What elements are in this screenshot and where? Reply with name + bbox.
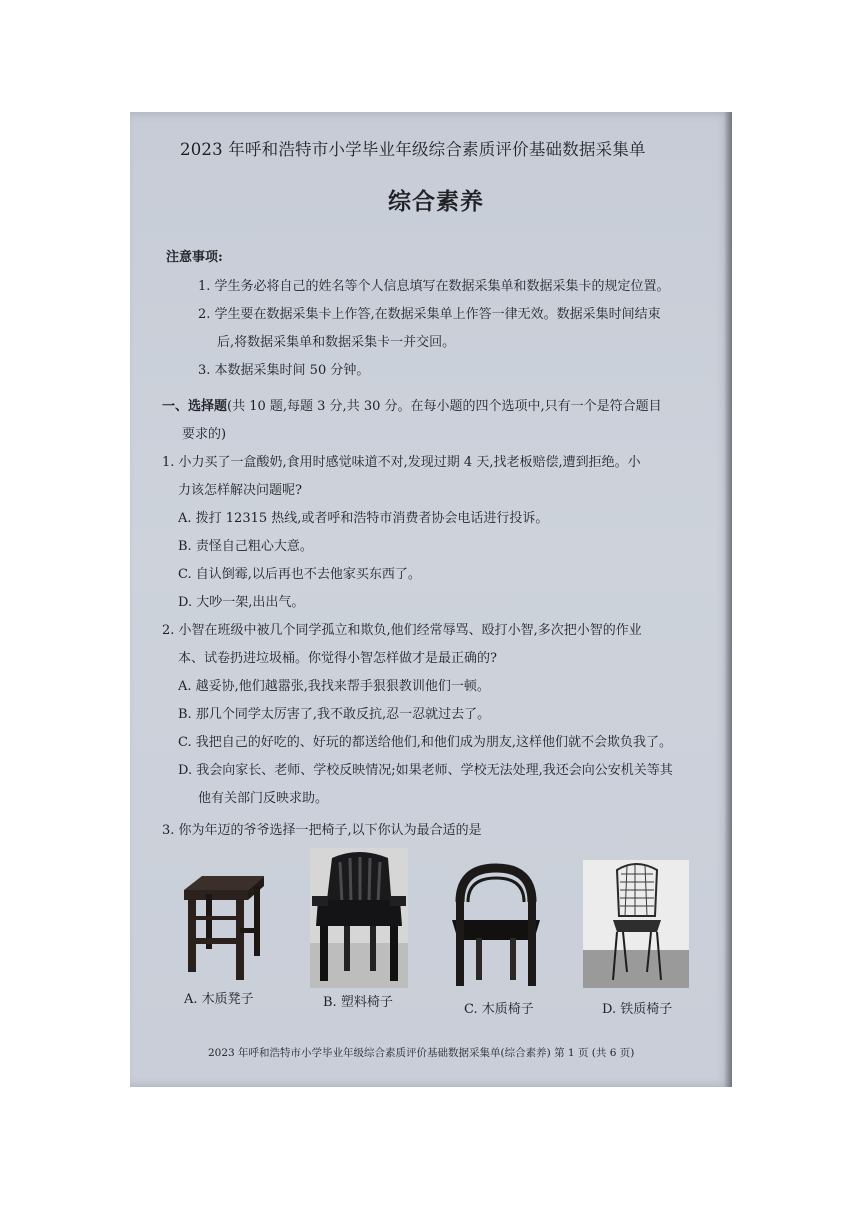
notice-item-3: 3. 本数据采集时间 50 分钟。	[198, 363, 370, 378]
exam-page	[130, 112, 732, 1087]
q2-stem: 2. 小智在班级中被几个同学孤立和欺负,他们经常辱骂、殴打小智,多次把小智的作业	[162, 623, 642, 638]
section-1-desc-cont: 要求的)	[182, 427, 227, 442]
q3-choice-b-caption: B. 塑料椅子	[323, 995, 393, 1010]
subject-heading: 综合素养	[388, 188, 484, 215]
section-1-header	[162, 395, 662, 414]
q1-option-b: B. 责怪自己粗心大意。	[178, 539, 313, 554]
q1-option-c: C. 自认倒霉,以后再也不去他家买东西了。	[178, 567, 421, 582]
notice-item-2-cont: 后,将数据采集单和数据采集卡一并交回。	[217, 335, 456, 350]
q2-option-d: D. 我会向家长、老师、学校反映情况;如果老师、学校无法处理,我还会向公安机关等其	[178, 763, 673, 778]
q2-stem-cont: 本、试卷扔进垃圾桶。你觉得小智怎样做才是最正确的?	[178, 651, 497, 666]
q2-option-b: B. 那几个同学太厉害了,我不敢反抗,忍一忍就过去了。	[178, 707, 491, 722]
iron-chair-image	[583, 860, 689, 988]
q1-stem: 1. 小力买了一盒酸奶,食用时感觉味道不对,发现过期 4 天,找老板赔偿,遭到拒绝。小	[162, 455, 641, 470]
page-footer: 2023 年呼和浩特市小学毕业年级综合素质评价基础数据采集单(综合素养) 第 1 页 (共 6 页)	[208, 1047, 635, 1059]
wooden-stool-image	[178, 868, 268, 983]
q2-option-c: C. 我把自己的好吃的、好玩的都送给他们,和他们成为朋友,这样他们就不会欺负我了。	[178, 735, 673, 750]
q3-chair-images	[178, 848, 698, 1028]
plastic-chair-image	[310, 848, 408, 988]
q2-option-d-cont: 他有关部门反映求助。	[198, 791, 329, 806]
section-1-desc: (共 10 题,每题 3 分,共 30 分。在每小题的四个选项中,只有一个是符合题目	[227, 399, 662, 414]
wooden-chair-image	[446, 862, 546, 988]
q3-choice-c-caption: C. 木质椅子	[464, 1002, 534, 1017]
section-1-label: 一、选择题	[162, 399, 228, 414]
notice-item-2: 2. 学生要在数据采集卡上作答,在数据采集单上作答一律无效。数据采集时间结束	[198, 307, 661, 322]
q2-option-a: A. 越妥协,他们越嚣张,我找来帮手狠狠教训他们一顿。	[178, 679, 490, 694]
q1-stem-cont: 力该怎样解决问题呢?	[178, 483, 302, 498]
q1-option-a: A. 拨打 12315 热线,或者呼和浩特市消费者协会电话进行投诉。	[178, 511, 549, 526]
q3-stem: 3. 你为年迈的爷爷选择一把椅子,以下你认为最合适的是	[162, 823, 482, 838]
notice-item-1: 1. 学生务必将自己的姓名等个人信息填写在数据采集单和数据采集卡的规定位置。	[198, 279, 670, 294]
notice-heading: 注意事项:	[166, 250, 223, 265]
document-title: 2023 年呼和浩特市小学毕业年级综合素质评价基础数据采集单	[180, 140, 646, 159]
q3-choice-a-caption: A. 木质凳子	[184, 992, 254, 1007]
q3-choice-d-caption: D. 铁质椅子	[602, 1002, 673, 1017]
q1-option-d: D. 大吵一架,出出气。	[178, 595, 305, 610]
